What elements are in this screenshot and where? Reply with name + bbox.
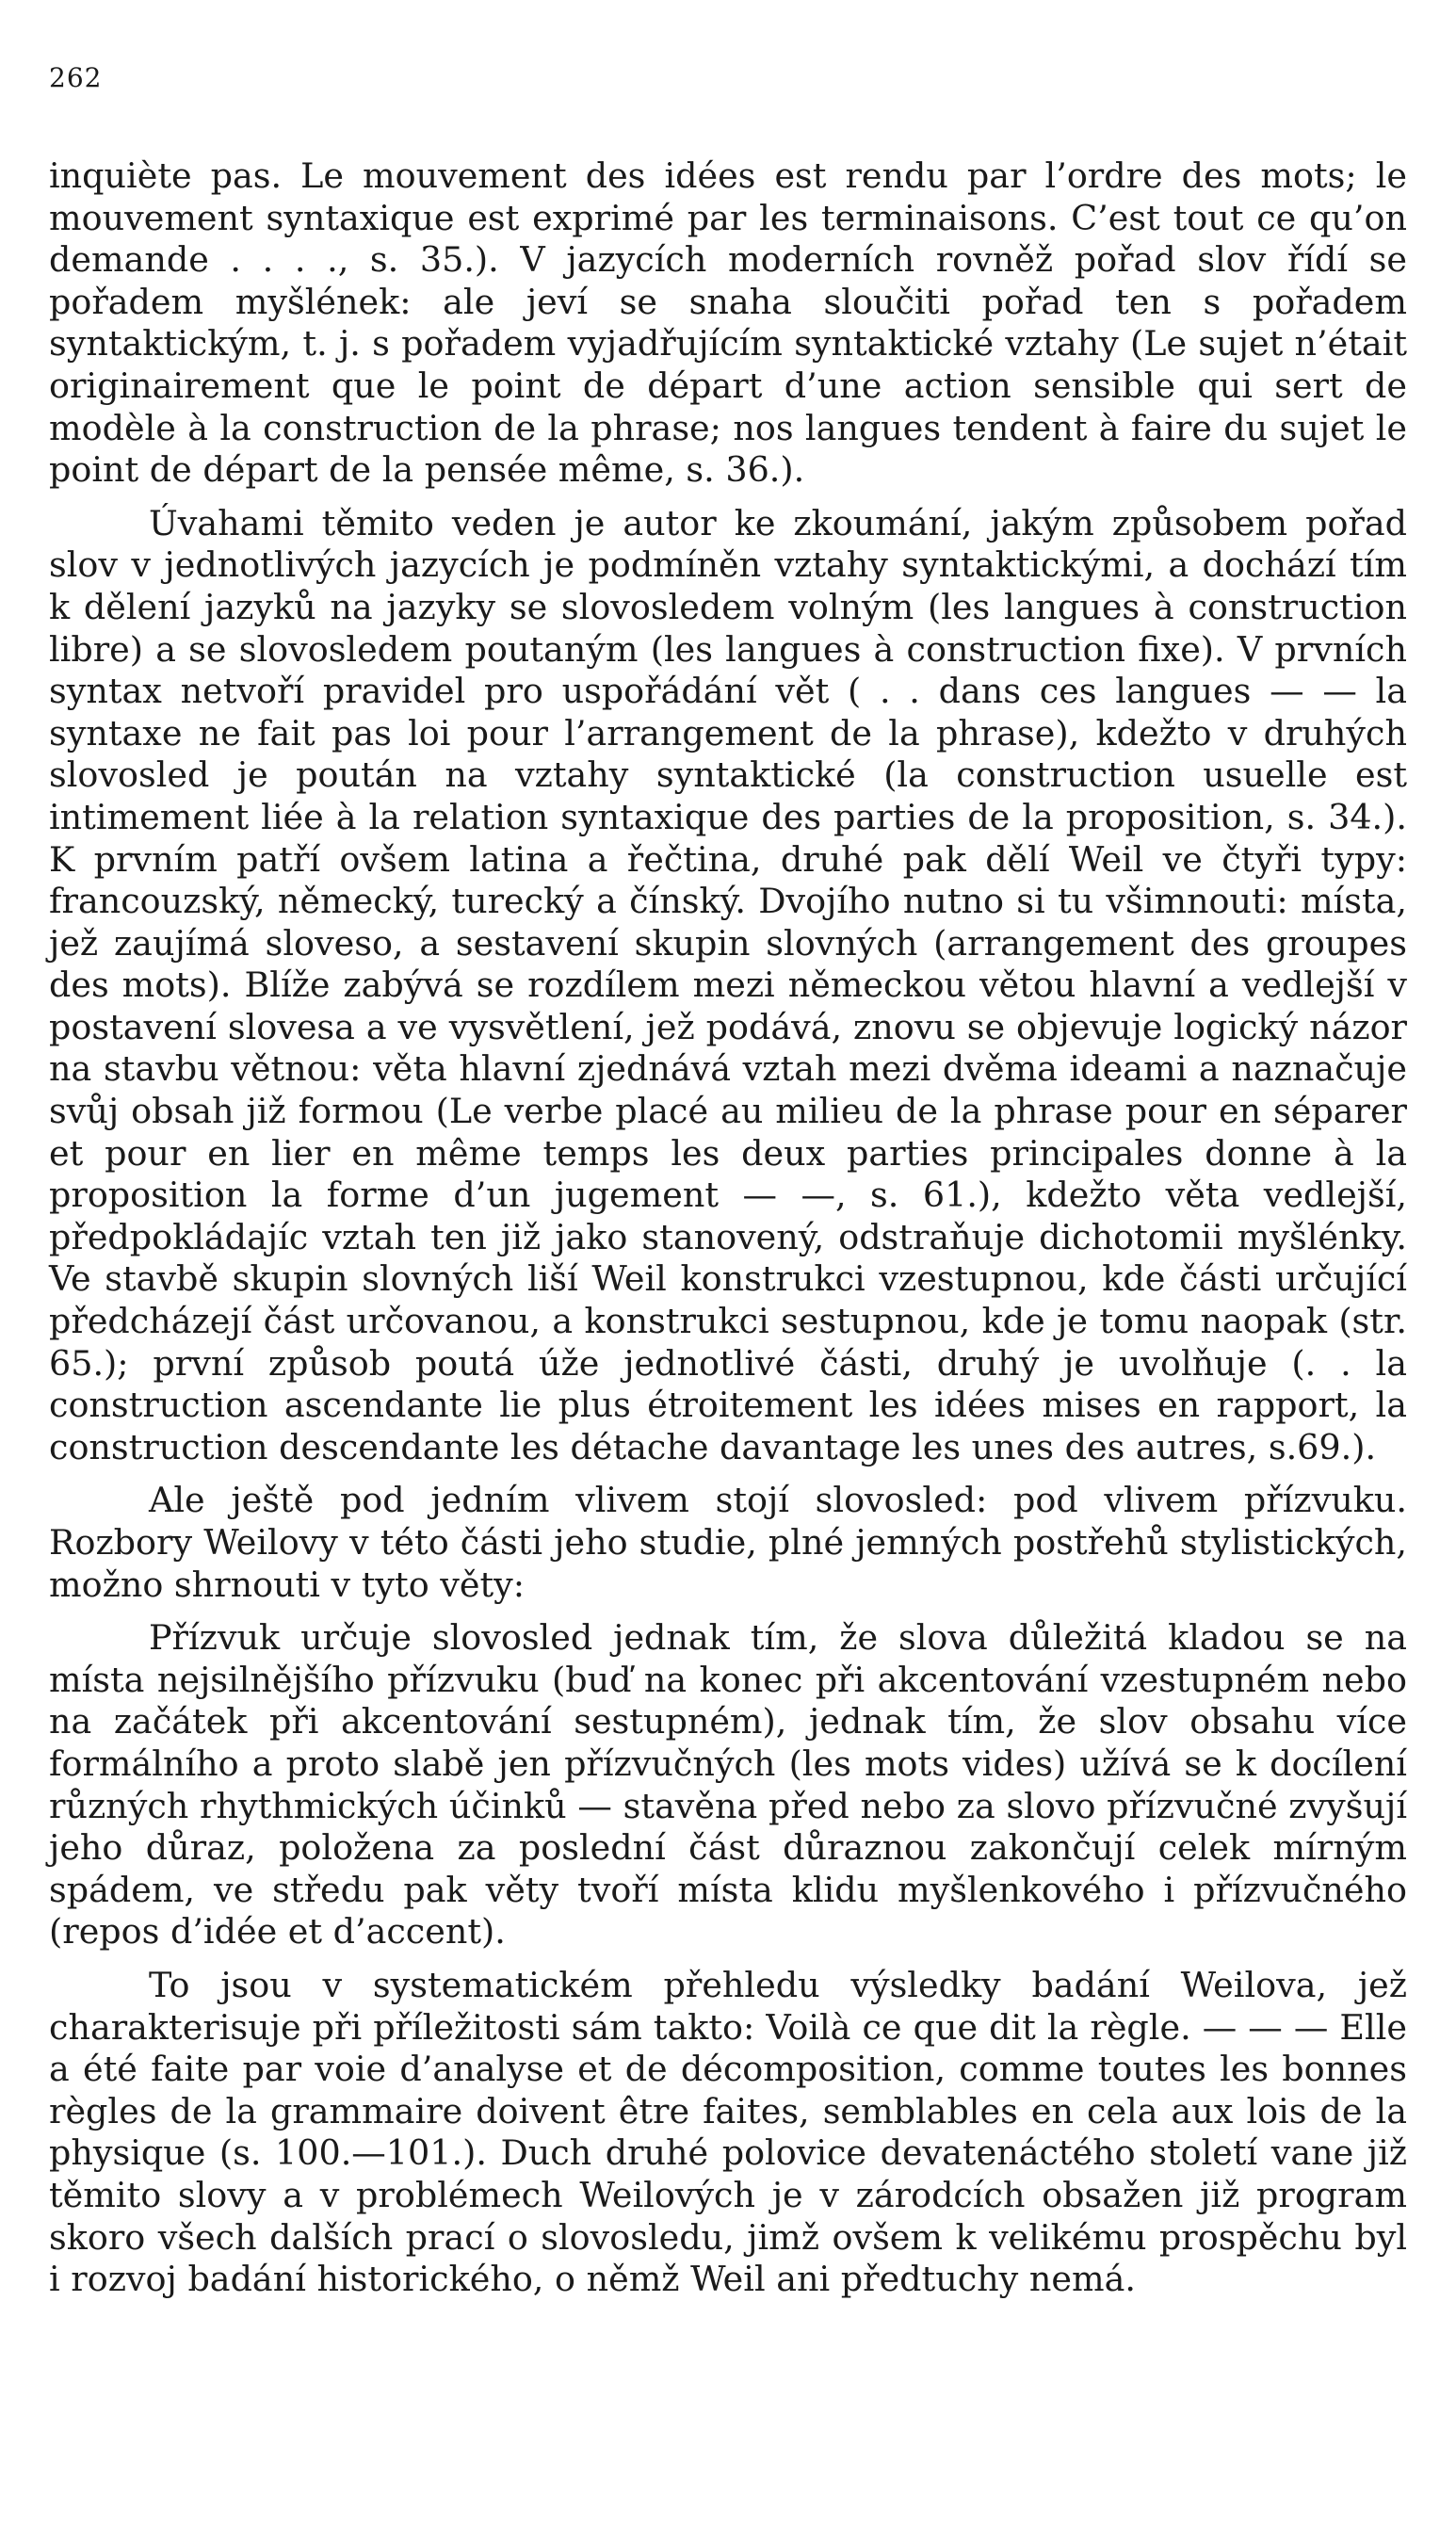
- page-number: 262: [49, 62, 103, 93]
- paragraph-accent-intro: Ale ještě pod jedním vlivem stojí slovosled: pod vlivem přízvuku. Rozbory Weilovy v této části jeho studie, plné jemných postřehů stylistických, možno shrnouti v tyto věty:: [49, 1480, 1407, 1605]
- paragraph-word-order-types: Úvahami těmito veden je autor ke zkoumání, jakým způsobem pořad slov v jednotlivých jazycích je podmíněn vztahy syntaktickými, a dochází tím k dělení jazyků na jazyky se slovosledem volným (les langues à construction libre) a se slovosledem poutaným (les langues à construction fixe). V prvních syntax netvoří pravidel pro uspořádání vět ( . . dans ces langues — — la syntaxe ne fait pas loi pour l’arrangement de la phrase), kdežto v druhých slovosled je poután na vztahy syntaktické (la construction usuelle est intimement liée à la relation syntaxique des parties de la proposition, s. 34.). K prvním patří ovšem latina a řečtina, druhé pak dělí Weil ve čtyři typy: francouzský, německý, turecký a čínský. Dvojího nutno si tu všimnouti: místa, jež zaujímá sloveso, a sestavení skupin slovných (arrangement des groupes des mots). Blíže zabývá se rozdílem mezi německou větou hlavní a vedlejší v postavení slovesa a ve vysvětlení, jež podává, znovu se objevuje logický názor na stavbu větnou: věta hlavní zjednává vztah mezi dvěma ideami a naznačuje svůj obsah již formou (Le verbe placé au milieu de la phrase pour en séparer et pour en lier en même temps les deux parties principales donne à la proposition la forme d’un jugement — —, s. 61.), kdežto věta vedlejší, předpokládajíc vztah ten již jako stanovený, odstraňuje dichotomii myšlénky. Ve stavbě skupin slovných liší Weil konstrukci vzestupnou, kde části určující předcházejí část určovanou, a konstrukci sestupnou, kde je tomu naopak (str. 65.); první způsob poutá úže jednotlivé části, druhý je uvolňuje (. . la construction ascendante lie plus étroitement les idées mises en rapport, la construction descendante les détache davantage les unes des autres, s.69.).: [49, 502, 1407, 1467]
- page-body: [49, 155, 1407, 2301]
- paragraph-summary: To jsou v systematickém přehledu výsledky badání Weilova, jež charakterisuje při příležitosti sám takto: Voilà ce que dit la règle. — — — Elle a été faite par voie d’analyse et de décomposition, comme toutes les bonnes règles de la grammaire doivent être faites, semblables en cela aux lois de la physique (s. 100.—101.). Duch druhé polovice devatenáctého století vane již těmito slovy a v problémech Weilových je v zárodcích obsažen již program skoro všech dalších prací o slovosledu, jimž ovšem k velikému prospěchu byl i rozvoj badání historického, o němž Weil ani předtuchy nemá.: [49, 1964, 1407, 2300]
- paragraph-accent-rules: Přízvuk určuje slovosled jednak tím, že slova důležitá kladou se na místa nejsilnějšího přízvuku (buď na konec při akcentování vzestupném nebo na začátek při akcentování sestupném), jednak tím, že slov obsahu více formálního a proto slabě jen přízvučných (les mots vides) užívá se k docílení různých rhythmických účinků — stavěna před nebo za slovo přízvučné zvyšují jeho důraz, položena za poslední část důraznou zakončují celek mírným spádem, ve středu pak věty tvoří místa klidu myšlenkového i přízvučného (repos d’idée et d’accent).: [49, 1617, 1407, 1953]
- paragraph-continuation: inquiète pas. Le mouvement des idées est rendu par l’ordre des mots; le mouvement syntaxique est exprimé par les terminaisons. C’est tout ce qu’on demande . . . ., s. 35.). V jazycích moderních rovněž pořad slov řídí se pořadem myšlének: ale jeví se snaha sloučiti pořad ten s pořadem syntaktickým, t. j. s pořadem vyjadřujícím syntaktické vztahy (Le sujet n’était originairement que le point de départ d’une action sensible qui sert de modèle à la construction de la phrase; nos langues tendent à faire du sujet le point de départ de la pensée même, s. 36.).: [49, 155, 1407, 491]
